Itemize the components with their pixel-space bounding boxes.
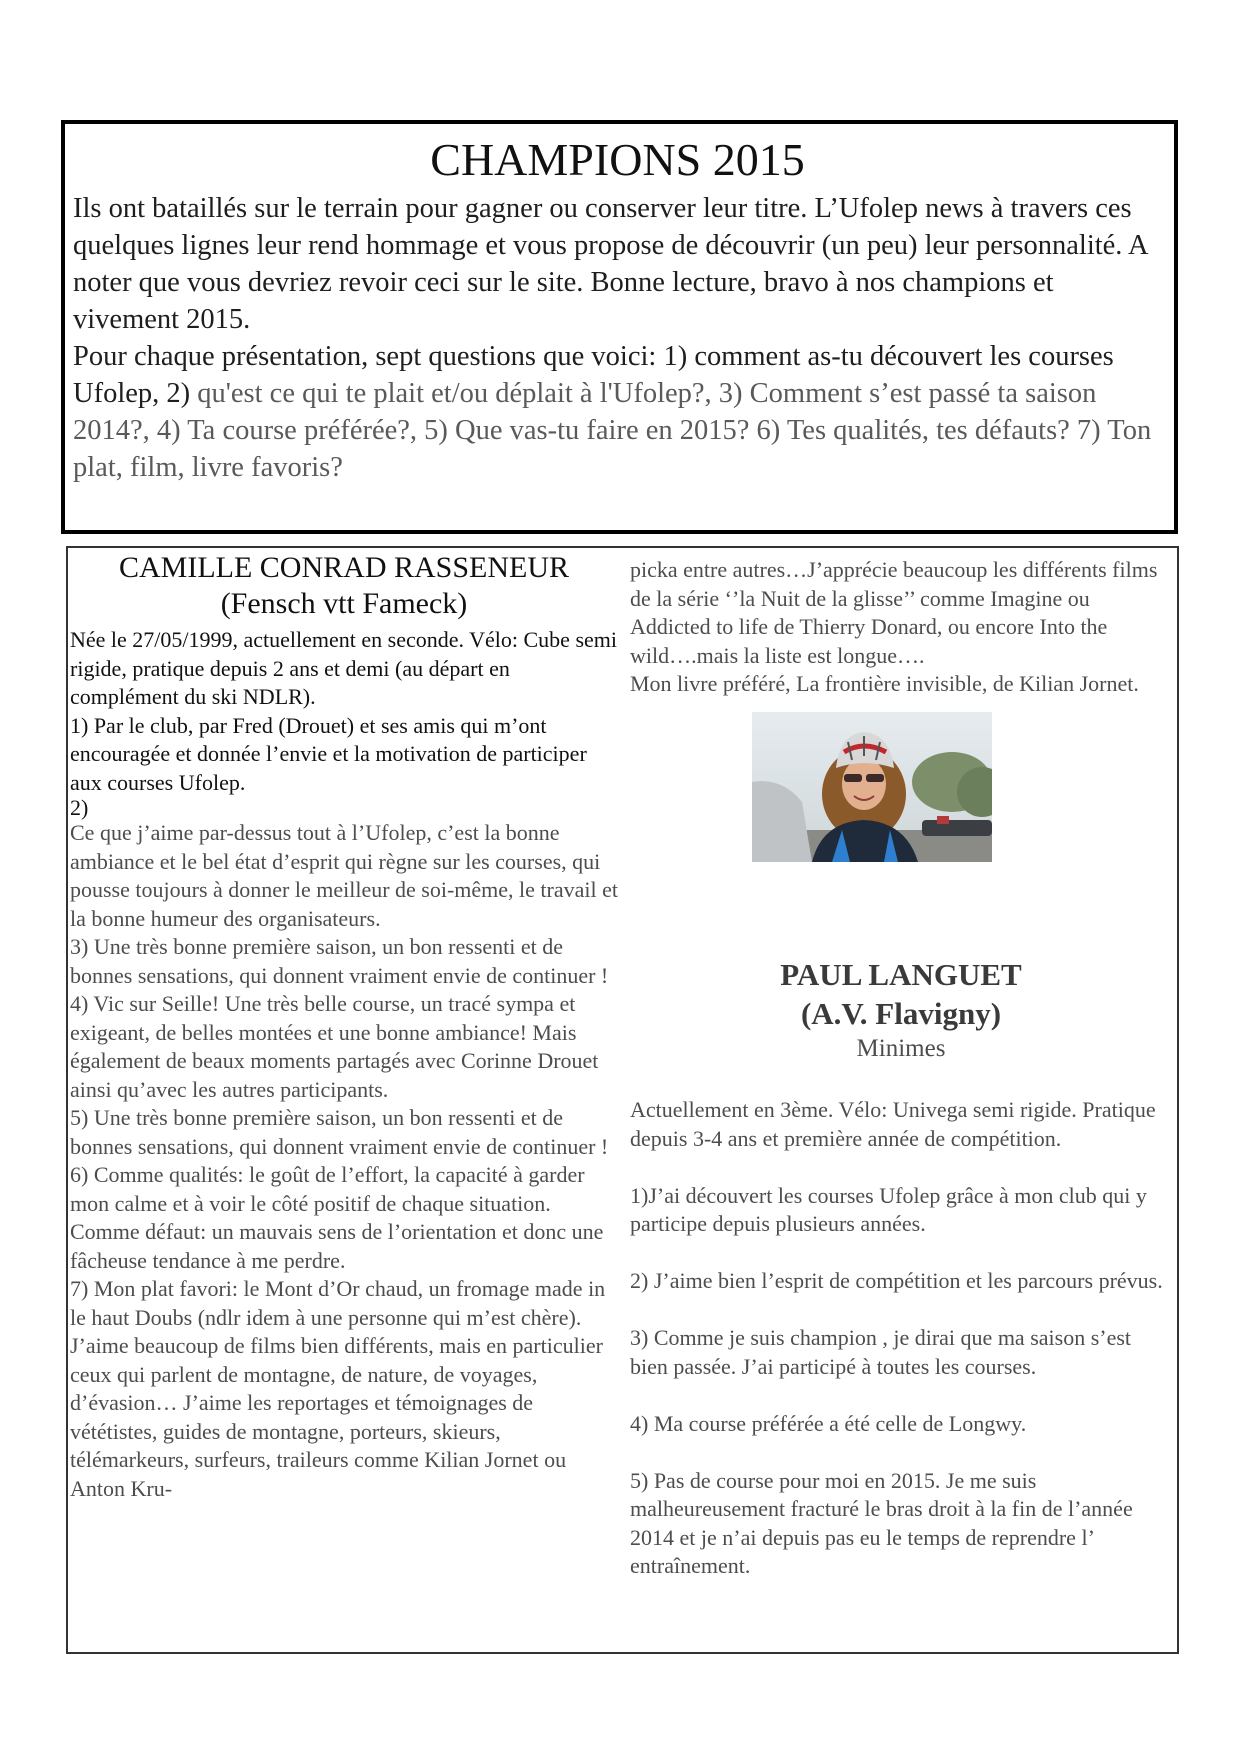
paul-answer-3: 3) Comme je suis champion , je dirai que ma saison s’est bien passée. J’ai participé à toutes les courses. [630, 1325, 1132, 1379]
paul-article [630, 1096, 1172, 1581]
champions-intro-box [61, 120, 1178, 534]
paul-name: PAUL LANGUET [780, 957, 1022, 992]
camille-answer-2: Ce que j’aime par-dessus tout à l’Ufolep, c’est la bonne ambiance et le bel état d’esprit qui règne sur les courses, qui pousse toujours à donner le meilleur de soi-même, le travail et la bonne humeur des organisateurs. [70, 820, 619, 931]
camille-favorite-book: Mon livre préféré, La frontière invisible, de Kilian Jornet. [630, 671, 1139, 696]
camille-club: (Fensch vtt Fameck) [220, 587, 468, 620]
questions-lead: Pour chaque présentation, sept questions que voici: 1) comment as-tu découvert les courses Ufolep, 2) [73, 341, 1114, 409]
camille-answer-5: 5) Une très bonne première saison, un bon ressenti et de bonnes sensations, qui donnent vraiment envie de continuer ! [70, 1105, 609, 1159]
cyclist-photo [752, 712, 992, 862]
camille-answer-4: 4) Vic sur Seille! Une très belle course, un tracé sympa et exigeant, de belles montées et une bonne ambiance! Mais également de beaux moments partagés avec Corinne Drouet ainsi qu’avec les autres participants. [70, 991, 599, 1102]
paul-intro: Actuellement en 3ème. Vélo: Univega semi rigide. Pratique depuis 3-4 ans et première année de compétition. [630, 1097, 1156, 1151]
intro-text: Ils ont bataillés sur le terrain pour gagner ou conserver leur titre. L’Ufolep news à travers ces quelques lignes leur rend hommage et vous propose de découvrir (un peu) leur personnalité. A noter que vous devriez revoir ceci sur le site. Bonne lecture, bravo à nos champions et vivement 2015. [73, 193, 1147, 335]
camille-answer-6: 6) Comme qualités: le goût de l’effort, la capacité à garder mon calme et à voir le côté positif de chaque situation. Comme défaut: un mauvais sens de l’orientation et donc une fâcheuse tendance à me perdre. [70, 1162, 604, 1273]
paul-answer-4: 4) Ma course préférée a été celle de Longwy. [630, 1410, 1027, 1436]
camille-article [70, 550, 618, 1503]
cyclist-photo-image [752, 712, 992, 862]
camille-name: CAMILLE CONRAD RASSENEUR [118, 551, 570, 584]
camille-answer-7: 7) Mon plat favori: le Mont d’Or chaud, un fromage made in le haut Doubs (ndlr idem à une personne qui m’est chère). J’aime beaucoup de films bien différents, mais en particulier ceux qui parlent de montagne, de nature, de voyages, d’évasion… J’aime les reportages et témoignages de vététistes, guides de montagne, porteurs, skieurs, télémarkeurs, surfeurs, traileurs comme Kilian Jornet ou Anton Kru- [70, 1276, 606, 1501]
paul-answer-1: 1)J’ai découvert les courses Ufolep grâce à mon club qui y participe depuis plusieurs années. [630, 1182, 1147, 1236]
camille-answer-3: 3) Une très bonne première saison, un bon ressenti et de bonnes sensations, qui donnent vraiment envie de continuer ! [70, 934, 609, 988]
camille-answer-7-continued: picka entre autres…J’apprécie beaucoup les différents films de la série ‘’la Nuit de la glisse’’ comme Imagine ou Addicted to life de Thierry Donard, ou encore Into the wild….mais la liste est longue…. [630, 557, 1158, 668]
questions-rest: qu'est ce qui te plait et/ou déplait à l'Ufolep?, 3) Comment s’est passé ta saison 2014?, 4) Ta course préférée?, 5) Que vas-tu faire en 2015? 6) Tes qualités, tes défauts? 7) Ton plat, film, livre favoris? [73, 378, 1152, 483]
paul-category: Minimes [856, 1035, 946, 1062]
paul-club: (A.V. Flavigny) [800, 996, 1002, 1031]
camille-answer-2-label: 2) [70, 795, 89, 820]
paul-answer-5: 5) Pas de course pour moi en 2015. Je me suis malheureusement fracturé le bras droit à la fin de l’année 2014 et je n’ai depuis pas eu le temps de reprendre l’ entraînement. [630, 1467, 1133, 1578]
page-title: CHAMPIONS 2015 [430, 134, 805, 185]
paul-answer-2: 2) J’aime bien l’esprit de compétition et les parcours prévus. [630, 1268, 1163, 1293]
intro-paragraph [73, 190, 1162, 486]
camille-continuation [630, 556, 1172, 699]
camille-answer-1: 1) Par le club, par Fred (Drouet) et ses amis qui m’ont encouragée et donnée l’envie et la motivation de participer aux courses Ufolep. [70, 712, 587, 795]
camille-intro: Née le 27/05/1999, actuellement en seconde. Vélo: Cube semi rigide, pratique depuis 2 ans et demi (au départ en complément du ski NDLR). [70, 627, 617, 709]
